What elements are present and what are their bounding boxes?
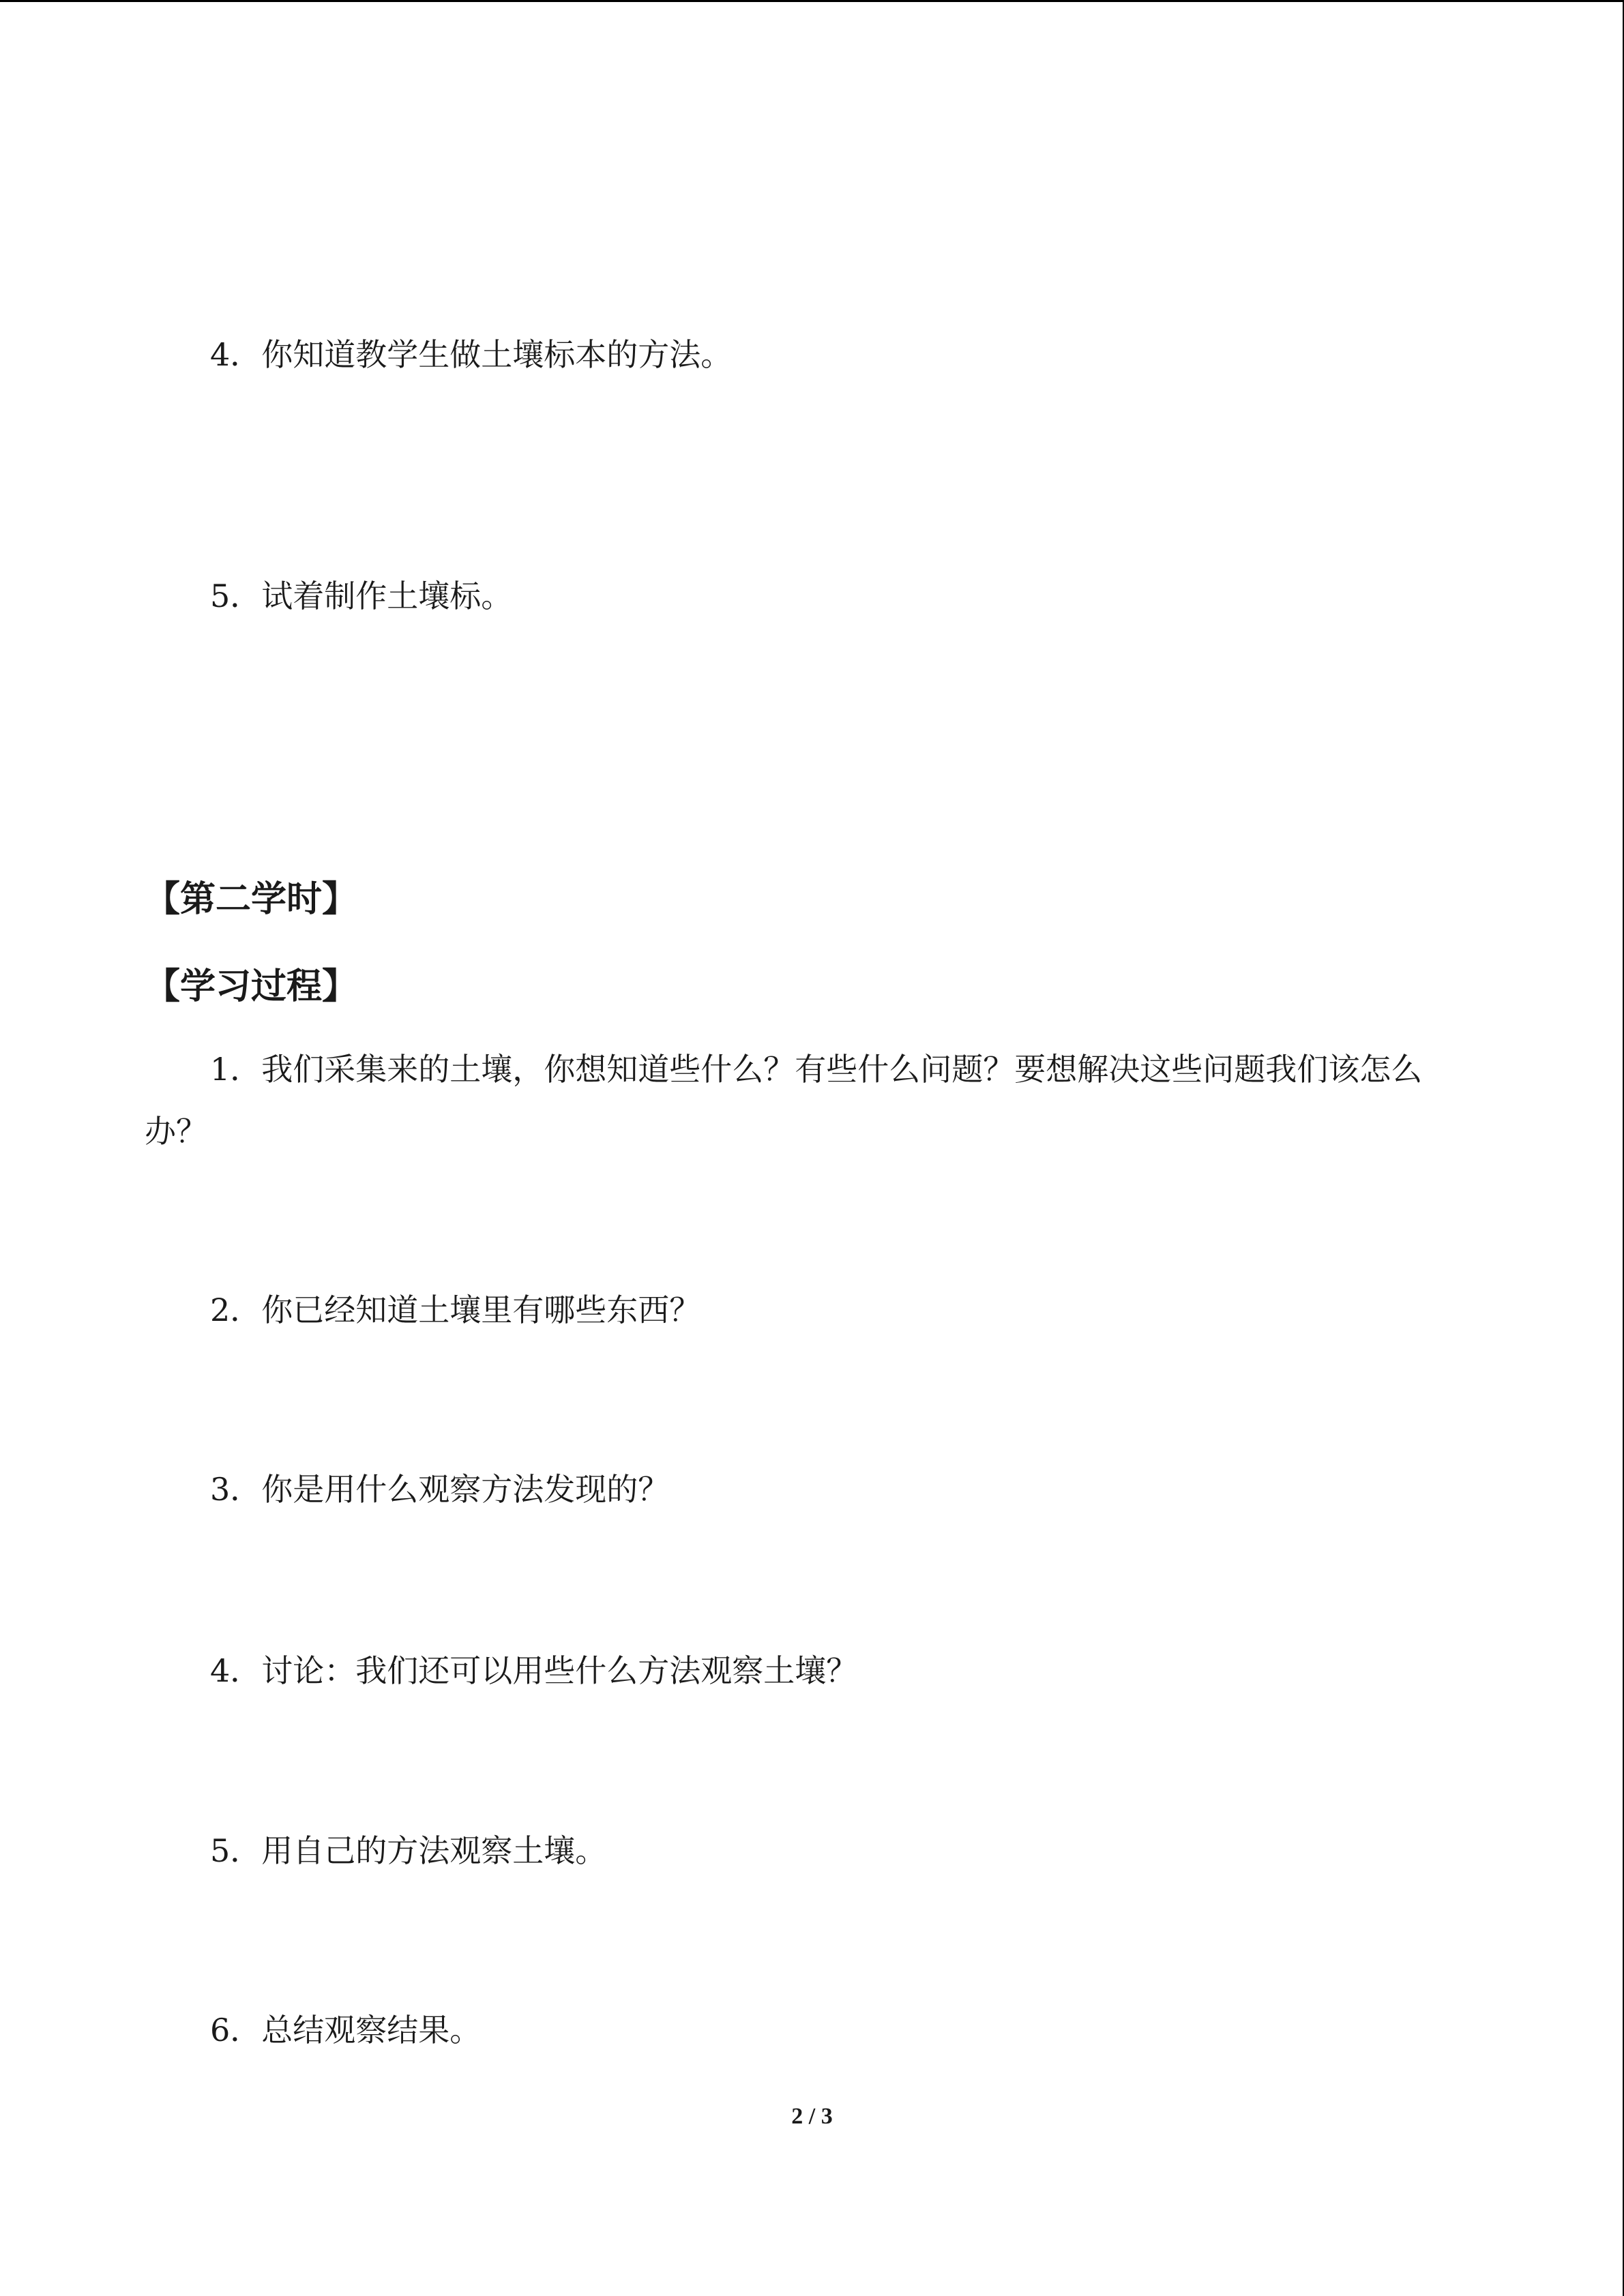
lesson-two-question-3: 3．你是用什么观察方法发现的？ <box>210 1471 670 1508</box>
question-5-make-specimen: 5．试着制作土壤标。 <box>210 578 513 614</box>
lesson-two-question-1: 1．我们采集来的土壤，你想知道些什么？有些什么问题？要想解决这些问题我们该怎么 <box>210 1051 1423 1088</box>
lesson-two-heading: 【第二学时】 <box>145 879 358 920</box>
page-top-border <box>0 0 1624 2</box>
lesson-two-question-1-continued: 办？ <box>145 1113 207 1150</box>
lesson-two-question-4: 4．讨论：我们还可以用些什么方法观察土壤？ <box>210 1652 858 1689</box>
question-4-soil-specimen-method: 4．你知道教学生做土壤标本的方法。 <box>210 336 733 373</box>
page-number: 2 / 3 <box>791 2104 833 2129</box>
lesson-two-question-6: 6．总结观察结果。 <box>210 2012 482 2048</box>
lesson-two-question-2: 2．你已经知道土壤里有哪些东西？ <box>210 1292 701 1328</box>
learning-process-heading: 【学习过程】 <box>145 966 358 1007</box>
lesson-two-question-5: 5．用自己的方法观察土壤。 <box>210 1832 607 1869</box>
